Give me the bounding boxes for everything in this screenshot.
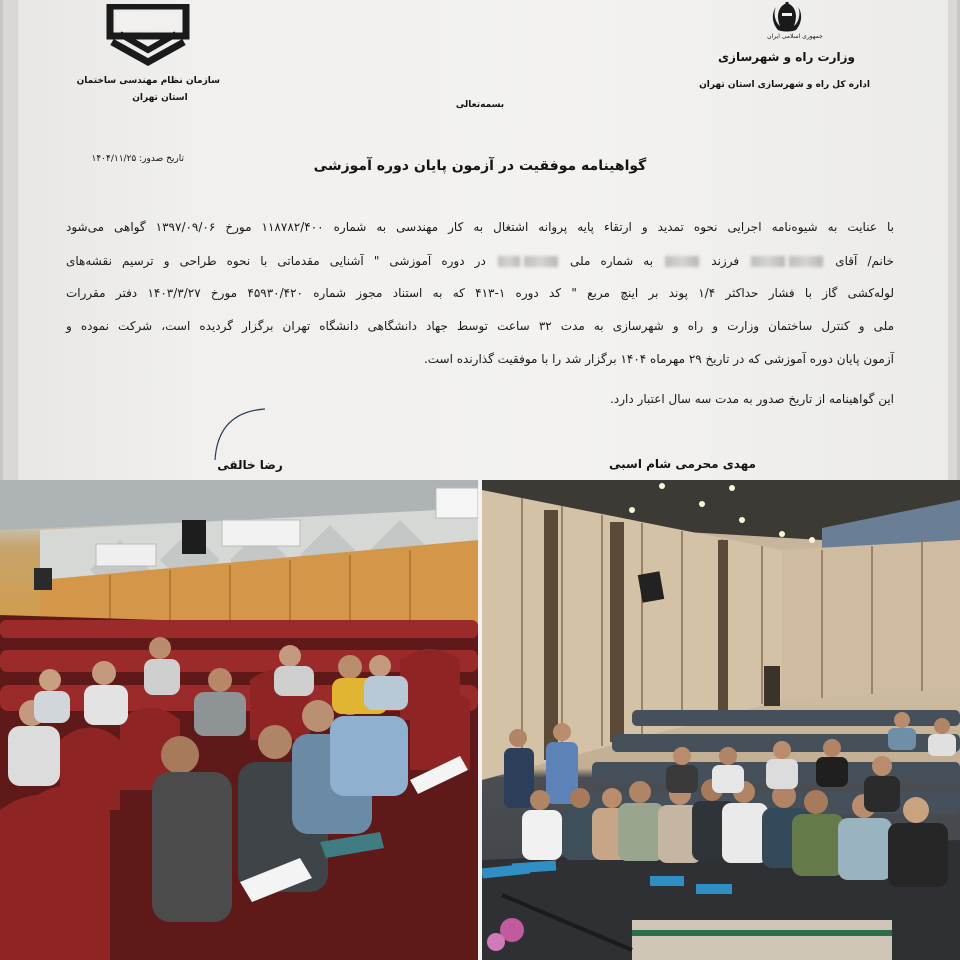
validity-note: این گواهینامه از تاریخ صدور به مدت سه سال اعتبار دارد. <box>610 392 894 406</box>
engineering-org-logo-icon <box>106 4 190 68</box>
classroom-scene-left <box>0 480 478 960</box>
redacted-national-id <box>524 256 558 267</box>
signer-left-name: رضا خالقی <box>217 458 283 472</box>
right-org-ministry: وزارت راه و شهرسازی <box>718 50 855 64</box>
signer-right-name: مهدی محرمی شام اسبی <box>609 457 756 471</box>
course-intro: در دوره آموزشی " آشنایی مقدماتی با نحوه طراحی و ترسیم نقشه‌های <box>66 254 486 268</box>
right-org-department: اداره کل راه و شهرسازی استان تهران <box>699 80 870 90</box>
body-line-4: ملی و کنترل ساختمان وزارت و راه و شهرسازی به مدت ۳۲ ساعت توسط جهاد دانشگاهی دانشگاه تهران برگزار گردیده است، شرکت نموده و <box>66 319 895 333</box>
right-org-country: جمهوری اسلامی ایران <box>767 33 823 40</box>
redacted-surname <box>751 256 785 267</box>
redacted-father-name <box>665 256 699 267</box>
classroom-photo-right <box>482 480 960 960</box>
recipient-child-label: فرزند <box>711 254 740 268</box>
certificate-title: گواهینامه موفقیت در آزمون پایان دوره آموزشی <box>313 158 647 174</box>
redacted-national-id-2 <box>498 256 520 267</box>
recipient-id-label: به شماره ملی <box>569 254 654 268</box>
redacted-name <box>789 256 823 267</box>
national-emblem-icon <box>766 0 808 34</box>
left-org-name: سازمان نظام مهندسی ساختمان <box>76 76 220 86</box>
left-org-province: استان تهران <box>132 93 188 103</box>
body-line-5: آزمون پایان دوره آموزشی که در تاریخ ۲۹ مهرماه ۱۴۰۴ برگزار شد را با موفقیت گذارنده است. <box>423 352 894 366</box>
body-line-3: لوله‌کشی گاز با فشار حداکثر ۱/۴ پوند بر اینچ مربع " کد دوره ۱-۴۱۳ که به استناد مجوز شماره ۴۵۹۳۰/۴۲۰ مورخ ۱۴۰۳/۳/۲۷ دفتر مقررات <box>66 286 895 300</box>
issue-date: تاریخ صدور: ۱۴۰۴/۱۱/۲۵ <box>91 154 184 164</box>
classroom-scene-right <box>482 480 960 960</box>
classroom-photo-left <box>0 480 478 960</box>
signature-stroke <box>205 405 275 465</box>
body-line-1: با عنایت به شیوه‌نامه اجرایی نحوه تمدید و ارتقاء پایه پروانه اشتغال به کار مهندسی به شماره ۱۱۸۷۸۲/۴۰۰ مورخ ۱۳۹۷/۰۹/۰۶ گواهی می‌شود <box>66 220 894 234</box>
certificate-paper <box>18 0 948 480</box>
recipient-prefix: خانم/ آقای <box>835 254 894 268</box>
body-line-2 <box>66 254 894 268</box>
bismillah: بسمه‌تعالی <box>455 100 505 110</box>
